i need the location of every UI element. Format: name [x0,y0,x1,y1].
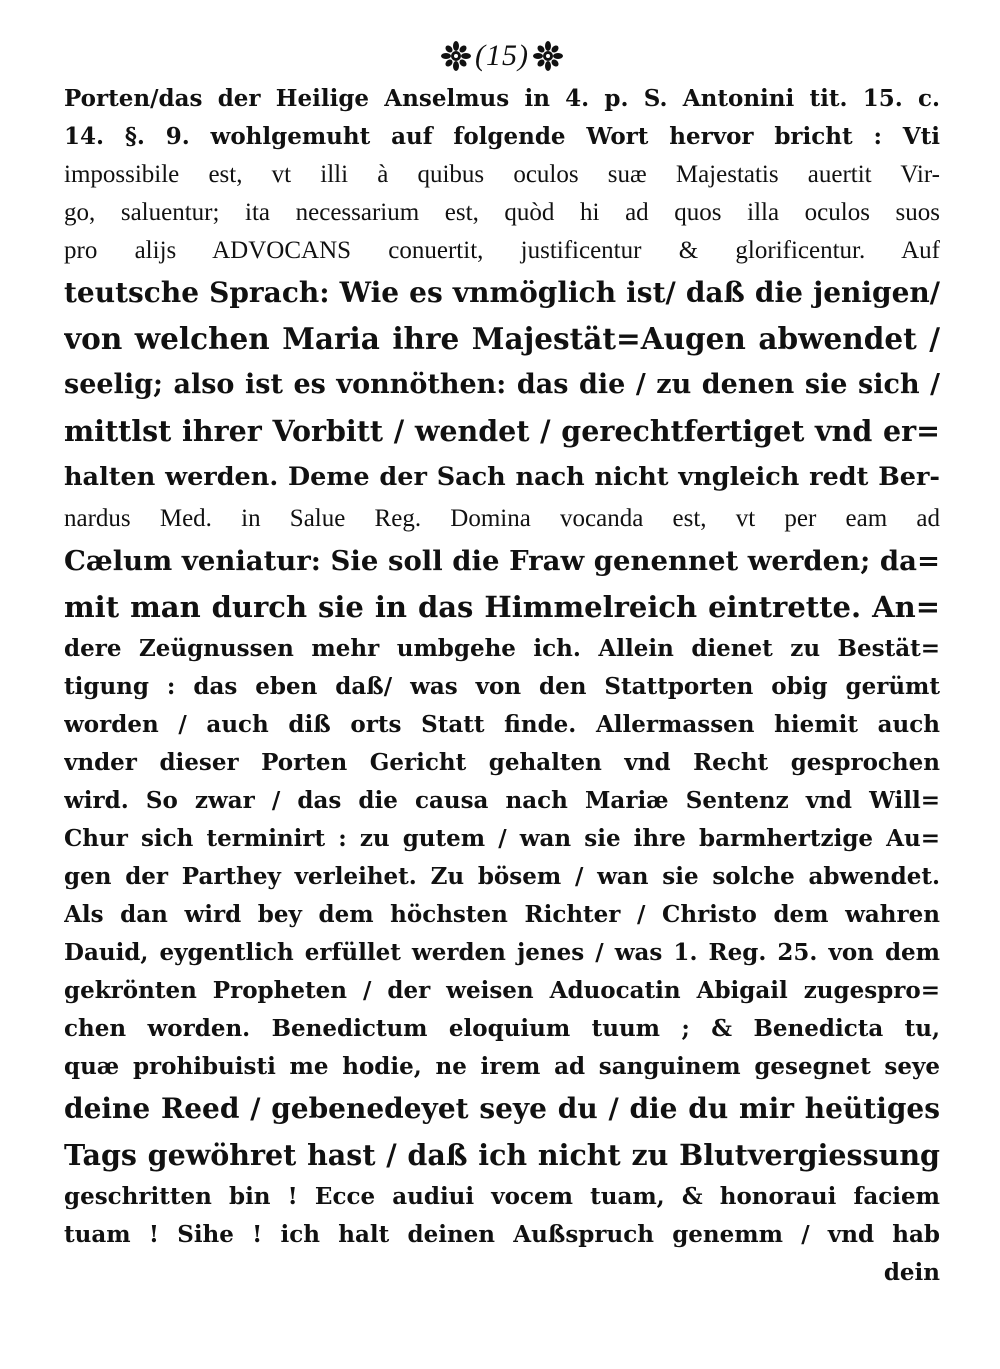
text-line: impossibile est, vt illi à quibus oculos suæ Majestatis auertit Vir- [64,161,940,188]
text-line: Porten/das der Heilige Anselmus in 4. p. S. Antonini tit. 15. c. [64,85,940,112]
text-line: halten werden. Deme der Sach nach nicht vngleich redt Ber- [64,462,940,492]
page-header [64,34,940,78]
page-number: (15) [475,39,529,72]
text-line: Als dan wird bey dem höchsten Richter / Christo dem wahren [64,901,940,928]
text-line: quæ prohibuisti me hodie, ne irem ad sanguinem gesegnet seye [64,1053,940,1080]
text-line: Tags gewöhret hast / daß ich nicht zu Blutvergiessung [64,1138,940,1172]
text-line: pro alijs ADVOCANS conuertit, justificentur & glorificentur. Auf [64,237,940,264]
catchword: dein [883,1259,940,1286]
text-line: seelig; also ist es vonnöthen: das die / zu denen sie sich / [64,369,940,400]
text-body [64,80,940,1292]
text-line: teutsche Sprach: Wie es vnmöglich ist/ daß die jenigen/ [64,276,940,309]
flower-ornament-icon [533,41,563,71]
text-line: Chur sich terminirt : zu gutem / wan sie ihre barmhertzige Au= [64,825,940,852]
text-line: deine Reed / gebenedeyet seye du / die du mir heütiges [64,1092,940,1125]
text-line: 14. §. 9. wohlgemuht auf folgende Wort hervor bricht : Vti [64,123,940,150]
flower-ornament-icon [441,41,471,71]
text-line: mit man durch sie in das Himmelreich eintrette. An= [64,590,940,624]
text-line: tigung : das eben daß/ was von den Stattporten obig gerümt [64,673,940,700]
text-line: mittlst ihrer Vorbitt / wendet / gerechtfertiget vnd er= [64,414,940,448]
text-line: gekrönten Propheten / der weisen Aduocatin Abigail zugespro= [64,977,940,1004]
text-line: von welchen Maria ihre Majestät=Augen abwendet / [64,321,940,356]
text-line: worden / auch diß orts Statt finde. Allermassen hiemit auch [64,711,940,738]
text-line: Cælum veniatur: Sie soll die Fraw genennet werden; da= [64,545,940,577]
text-line: geschritten bin ! Ecce audiui vocem tuam, & honoraui faciem [64,1183,940,1210]
text-line: wird. So zwar / das die causa nach Mariæ Sentenz vnd Will= [64,787,940,814]
text-line: gen der Parthey verleihet. Zu bösem / wan sie solche abwendet. [64,863,940,890]
text-line: go, saluentur; ita necessarium est, quòd hi ad quos illa oculos suos [64,199,940,226]
text-line: vnder dieser Porten Gericht gehalten vnd Recht gesprochen [64,749,940,776]
text-line: nardus Med. in Salue Reg. Domina vocanda est, vt per eam ad [64,505,940,532]
book-page [64,34,940,1334]
text-line: chen worden. Benedictum eloquium tuum ; & Benedicta tu, [64,1015,940,1042]
text-line: dere Zeügnussen mehr umbgehe ich. Allein dienet zu Bestät= [64,635,940,662]
text-line: tuam ! Sihe ! ich halt deinen Außspruch genemm / vnd hab [64,1221,940,1248]
text-line: Dauid, eygentlich erfüllet werden jenes / was 1. Reg. 25. von dem [64,939,940,966]
